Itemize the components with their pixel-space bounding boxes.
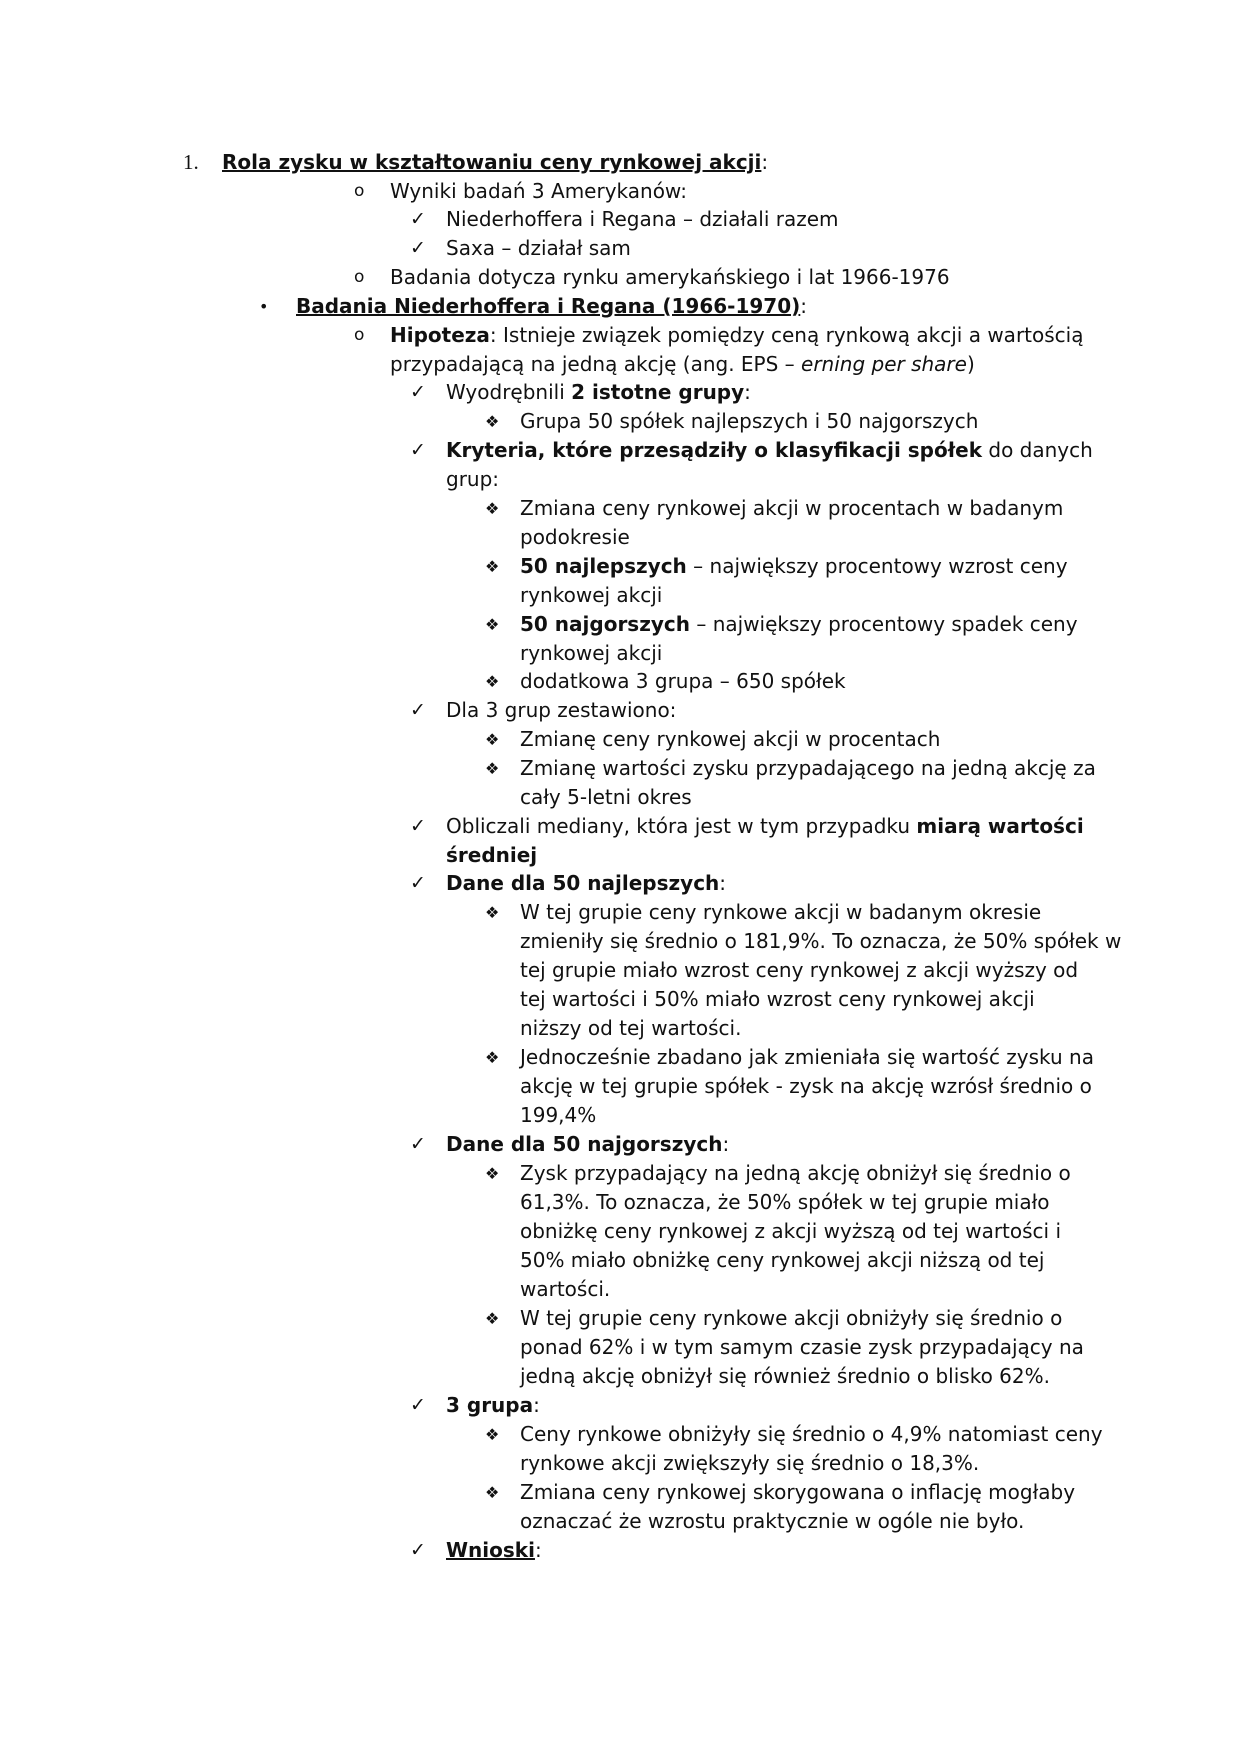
bold-term: Kryteria, które przesądziły o klasyfikacji spółek — [446, 438, 983, 462]
list-item-continuation: ponad 62% i w tym samym czasie zysk przypadający na — [520, 1335, 1084, 1359]
checkmark-icon: ✓ — [410, 815, 426, 837]
list-item-continuation: akcję w tej grupie spółek - zysk na akcję wzrósł średnio o — [520, 1074, 1092, 1098]
list-item: Ceny rynkowe obniżyły się średnio o 4,9% natomiast ceny — [520, 1422, 1103, 1446]
text-segment: – największy procentowy spadek ceny — [689, 612, 1078, 636]
checkmark-icon: ✓ — [410, 872, 426, 894]
list-item-continuation: rynkowe akcji zwiększyły się średnio o 18,3%. — [520, 1451, 980, 1475]
bold-term: 50 najgorszych — [520, 612, 690, 636]
text-segment: : — [533, 1393, 540, 1417]
diamond-bullet-icon: ❖ — [485, 672, 500, 691]
list-item: Grupa 50 spółek najlepszych i 50 najgorszych — [520, 409, 979, 433]
hypothesis-label: Hipoteza — [390, 323, 490, 347]
bold-term: Dane dla 50 najlepszych — [446, 871, 720, 895]
list-item-continuation: zmieniły się średnio o 181,9%. To oznacza, że 50% spółek w — [520, 929, 1122, 953]
list-item-continuation: 61,3%. To oznacza, że 50% spółek w tej grupie miało — [520, 1190, 1050, 1214]
diamond-bullet-icon: ❖ — [485, 1048, 500, 1067]
conclusions-title: Wnioski — [446, 1538, 535, 1562]
text-segment: : — [722, 1132, 730, 1156]
list-item-continuation: wartości. — [520, 1277, 611, 1301]
list-item — [446, 869, 726, 898]
subsection-title-colon: : — [800, 294, 808, 318]
italic-term: erning per share — [801, 352, 967, 376]
checkmark-icon: ✓ — [410, 699, 426, 721]
diamond-bullet-icon: ❖ — [485, 615, 500, 634]
diamond-bullet-icon: ❖ — [485, 759, 500, 778]
bold-term: 3 grupa — [446, 1393, 534, 1417]
list-item: Zysk przypadający na jedną akcję obniżył się średnio o — [520, 1161, 1071, 1185]
list-item: Zmianę wartości zysku przypadającego na jedną akcję za — [520, 756, 1096, 780]
bold-term: Dane dla 50 najgorszych — [446, 1132, 723, 1156]
list-item: Niederhoffera i Regana – działali razem — [446, 207, 839, 231]
list-item: W tej grupie ceny rynkowe akcji w badanym okresie — [520, 900, 1042, 924]
list-item: Jednocześnie zbadano jak zmieniała się wartość zysku na — [520, 1045, 1094, 1069]
list-item-continuation: 50% miało obniżkę ceny rynkowej akcji niższą od tej — [520, 1248, 1045, 1272]
list-item-continuation: średniej — [446, 843, 538, 867]
diamond-bullet-icon: ❖ — [485, 1164, 500, 1183]
circle-bullet-icon: o — [354, 267, 365, 287]
list-item — [446, 1130, 729, 1159]
subsection-title: Badania Niederhoffera i Regana (1966-1970) — [296, 294, 801, 318]
text-segment: do danych — [982, 438, 1093, 462]
text-segment: : — [744, 380, 751, 404]
list-item — [446, 436, 1093, 465]
list-item: Saxa – działał sam — [446, 236, 631, 260]
text-segment: przypadającą na jedną akcję (ang. EPS – — [390, 352, 802, 376]
list-item — [446, 1536, 542, 1565]
list-item: Zmianę ceny rynkowej akcji w procentach — [520, 727, 941, 751]
hypothesis-text: : Istnieje związek pomiędzy ceną rynkową akcji a wartością — [489, 323, 1084, 347]
bold-term: 50 najlepszych — [520, 554, 687, 578]
checkmark-icon: ✓ — [410, 237, 426, 259]
diamond-bullet-icon: ❖ — [485, 557, 500, 576]
list-item — [520, 552, 1068, 581]
bold-term: 2 istotne grupy — [571, 380, 745, 404]
diamond-bullet-icon: ❖ — [485, 412, 500, 431]
list-item: Zmiana ceny rynkowej skorygowana o inflację mogłaby — [520, 1480, 1076, 1504]
diamond-bullet-icon: ❖ — [485, 1483, 500, 1502]
list-number: 1. — [183, 150, 199, 174]
section-heading — [222, 148, 768, 177]
list-item: Wyniki badań 3 Amerykanów: — [390, 179, 687, 203]
list-item-continuation: 199,4% — [520, 1103, 597, 1127]
section-title-colon: : — [761, 150, 769, 174]
list-item-continuation: grup: — [446, 467, 500, 491]
list-item-continuation: niższy od tej wartości. — [520, 1016, 742, 1040]
list-item: Badania dotycza rynku amerykańskiego i lat 1966-1976 — [390, 265, 950, 289]
list-item-continuation: podokresie — [520, 525, 630, 549]
circle-bullet-icon: o — [354, 325, 365, 345]
checkmark-icon: ✓ — [410, 1539, 426, 1561]
list-item-continuation: tej grupie miało wzrost ceny rynkowej z akcji wyższy od — [520, 958, 1079, 982]
list-item-continuation: jedną akcję obniżył się również średnio o blisko 62%. — [520, 1364, 1050, 1388]
bold-term: miarą wartości — [916, 814, 1084, 838]
diamond-bullet-icon: ❖ — [485, 730, 500, 749]
list-item — [446, 812, 1084, 841]
diamond-bullet-icon: ❖ — [485, 903, 500, 922]
checkmark-icon: ✓ — [410, 208, 426, 230]
disc-bullet-icon: • — [259, 297, 269, 316]
list-item: Dla 3 grup zestawiono: — [446, 698, 677, 722]
list-item-continuation: obniżkę ceny rynkowej z akcji wyższą od tej wartości i — [520, 1219, 1062, 1243]
hypothesis-continuation — [390, 350, 975, 379]
diamond-bullet-icon: ❖ — [485, 1309, 500, 1328]
checkmark-icon: ✓ — [410, 1394, 426, 1416]
text-segment: ) — [966, 352, 975, 376]
list-item-continuation: cały 5-letni okres — [520, 785, 692, 809]
checkmark-icon: ✓ — [410, 1133, 426, 1155]
list-item — [446, 378, 751, 407]
list-item — [520, 610, 1078, 639]
diamond-bullet-icon: ❖ — [485, 1425, 500, 1444]
list-item-continuation: rynkowej akcji — [520, 583, 663, 607]
circle-bullet-icon: o — [354, 181, 365, 201]
section-title: Rola zysku w kształtowaniu ceny rynkowej akcji — [222, 150, 762, 174]
checkmark-icon: ✓ — [410, 439, 426, 461]
list-item-continuation: rynkowej akcji — [520, 641, 663, 665]
list-item-continuation: oznaczać że wzrostu praktycznie w ogóle nie było. — [520, 1509, 1025, 1533]
hypothesis-line — [390, 321, 1083, 350]
checkmark-icon: ✓ — [410, 381, 426, 403]
text-segment: Obliczali mediany, która jest w tym przypadku — [446, 814, 917, 838]
diamond-bullet-icon: ❖ — [485, 499, 500, 518]
text-segment: Wyodrębnili — [446, 380, 572, 404]
list-item: W tej grupie ceny rynkowe akcji obniżyły się średnio o — [520, 1306, 1063, 1330]
subsection-heading — [296, 292, 807, 321]
text-segment: : — [534, 1538, 542, 1562]
list-item: dodatkowa 3 grupa – 650 spółek — [520, 669, 846, 693]
list-item-continuation: tej wartości i 50% miało wzrost ceny rynkowej akcji — [520, 987, 1035, 1011]
list-item — [446, 1391, 540, 1420]
text-segment: – największy procentowy wzrost ceny — [686, 554, 1068, 578]
text-segment: : — [719, 871, 727, 895]
list-item: Zmiana ceny rynkowej akcji w procentach w badanym — [520, 496, 1064, 520]
